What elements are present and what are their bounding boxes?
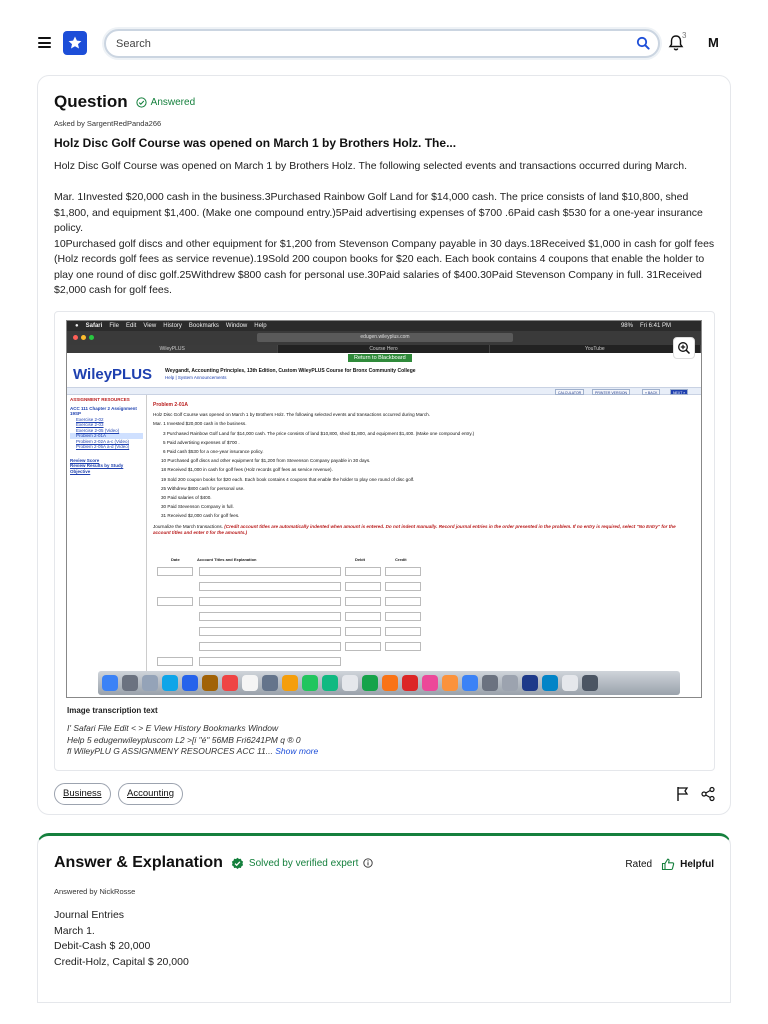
sidebar-item: Review Score: [70, 457, 100, 463]
question-paragraph: Holz Disc Golf Course was opened on March 1 by Brothers Holz. The following selected events and transactions occurred during March.: [54, 160, 688, 172]
show-more-link[interactable]: Show more: [275, 746, 319, 756]
minimize-dot: [81, 335, 86, 340]
account-field: [199, 582, 341, 591]
search-icon[interactable]: [636, 36, 650, 50]
menu-icon[interactable]: [38, 37, 51, 48]
answered-label: Answered: [150, 96, 196, 108]
next-button: NEXT »: [670, 389, 688, 395]
calendar-icon: [222, 675, 238, 691]
search-input[interactable]: [116, 36, 616, 52]
browser-tab: YouTube: [490, 345, 701, 353]
account-field: [199, 657, 341, 666]
chrome-icon: [542, 675, 558, 691]
share-icon[interactable]: [700, 786, 716, 802]
transaction-line: 5 Paid advertising expenses of $700 .: [163, 439, 240, 445]
column-header: Debit: [355, 557, 365, 562]
document-icon: [562, 675, 578, 691]
browser-tabs: [67, 345, 701, 353]
sidebar-item: ACC 111 Chapter 2 Assignment 19SP: [70, 405, 137, 416]
music-icon: [422, 675, 438, 691]
messages-icon: [302, 675, 318, 691]
sidebar-item: Exercise 2-05 (Video): [76, 427, 120, 433]
sidebar-item: Problem 2-05A a-d (Video): [76, 444, 130, 449]
menu-item: Safari: [85, 323, 103, 329]
transcription-text: [67, 723, 687, 758]
apple-icon: ●: [75, 323, 79, 329]
answered-badge: [136, 97, 195, 108]
question-card: [37, 75, 731, 815]
debit-field: [345, 612, 381, 621]
answer-body: [54, 908, 189, 970]
battery-level: 98%: [620, 323, 633, 329]
transaction-line: 25 Withdrew $800 cash for personal use.: [161, 485, 245, 491]
problem-title: Problem 2-01A: [153, 402, 189, 408]
maps-icon: [262, 675, 278, 691]
transaction-line: 10 Purchased golf discs and other equipment for $1,200 from Stevenson Company payable in 30 days.: [161, 458, 371, 464]
problem-content: [153, 401, 693, 536]
instruction: Journalize the March transactions.: [153, 523, 223, 529]
settings-icon: [482, 675, 498, 691]
answer-line: Credit-Holz, Capital $ 20,000: [54, 955, 189, 968]
date-select: [157, 567, 193, 576]
rated-label: Rated: [625, 859, 653, 870]
facetime-icon: [322, 675, 338, 691]
date-select: [157, 657, 193, 666]
answer-title: Answer & Explanation: [54, 854, 223, 871]
problem-intro: Holz Disc Golf Course was opened on March 1 by Brothers Holz. The following selected events and transactions occurred during March.: [153, 412, 430, 418]
answer-card: [37, 833, 731, 1003]
siri-icon: [122, 675, 138, 691]
question-header: [54, 92, 195, 112]
account-field: [199, 567, 341, 576]
return-to-blackboard: Return to Blackboard: [348, 354, 412, 362]
asked-by: Asked by SargentRedPanda266: [54, 119, 162, 128]
answered-by: Answered by NickRosse: [54, 887, 136, 896]
transaction-line: 6 Paid cash $530 for a one-year insurance policy.: [163, 449, 264, 455]
pages-icon: [342, 675, 358, 691]
menu-item: Window: [225, 323, 248, 329]
calculator-button: CALCULATOR: [555, 389, 584, 395]
question-image-panel: [54, 311, 715, 771]
back-button: « BACK: [642, 389, 660, 395]
info-icon[interactable]: [363, 858, 373, 868]
wileyplus-logo: WileyPLUS: [73, 366, 153, 383]
browser-tab: WileyPLUS: [67, 345, 278, 353]
zoom-in-button[interactable]: [673, 337, 695, 359]
sidebar-item: Exercise 2-03: [76, 422, 104, 427]
menu-item: File: [109, 323, 119, 329]
photos-icon: [282, 675, 298, 691]
flag-icon[interactable]: [676, 786, 690, 802]
question-subject: Holz Disc Golf Course was opened on March 1 by Brothers Holz. The...: [54, 136, 457, 150]
account-field: [199, 642, 341, 651]
answer-line: March 1.: [54, 924, 95, 937]
menu-item: View: [143, 323, 157, 329]
credit-field: [385, 582, 421, 591]
mail-icon: [182, 675, 198, 691]
question-paragraph: 10Purchased golf discs and other equipment for $1,200 from Stevenson Company payable in 30 days.18Received $1,000 in cash for golf fees (Holz records golf fees as service revenue).19Sold 200 coupon books for $20 each. Each book contains 4 coupons that enable the holder to play one round of disc golf.25Withdrew $800 cash for personal use.30Paid salaries of $400.30Paid Stevenson Company in full. 31Received $2,000 cash for golf fees.: [54, 237, 715, 296]
menu-item: Edit: [125, 323, 137, 329]
transcription-line: Help 5 edugenwileypluscom L2 >[i "é" 56MB Fri6241PM q ® 0: [67, 734, 301, 745]
transaction-line: 30 Paid salaries of $400.: [161, 495, 212, 501]
transcription-line: I' Safari File Edit < > E View History Bookmarks Window: [67, 723, 279, 733]
contacts-icon: [202, 675, 218, 691]
column-header: Credit: [395, 557, 407, 562]
course-title: Weygandt, Accounting Principles, 13th Edition, Custom WileyPLUS Course for Bronx Community College: [165, 368, 416, 374]
answer-header: [54, 854, 373, 872]
menu-item: Help: [254, 323, 267, 329]
transaction-line: 30 Paid Stevenson Company in full.: [161, 504, 234, 510]
credit-field: [385, 612, 421, 621]
sidebar-item: Problem 2-01A: [70, 433, 143, 439]
transaction-line: Mar. 1 Invested $20,000 cash in the business.: [153, 421, 247, 427]
debit-field: [345, 627, 381, 636]
mac-dock: [98, 671, 680, 695]
close-dot: [73, 335, 78, 340]
trash-icon: [582, 675, 598, 691]
question-paragraph: Mar. 1Invested $20,000 cash in the business.3Purchased Rainbow Golf Land for $14,000 cash. The price consists of land $10,800, shed $1,800, and equipment $1,400. (Make one compound entry.)5Paid advertising expenses of $700 .6Paid cash $530 for a one-year insurance policy.: [54, 191, 703, 234]
browser-tab: Course Hero: [278, 345, 489, 353]
transaction-line: 19 Sold 200 coupon books for $20 each. Each book contains 4 coupons that enable the holder to play one round of disc golf.: [161, 476, 415, 482]
question-body: [54, 159, 718, 299]
assignment-sidebar: [67, 395, 147, 685]
credit-field: [385, 597, 421, 606]
check-circle-icon: [136, 97, 147, 108]
credit-field: [385, 642, 421, 651]
debit-field: [345, 597, 381, 606]
zoom-in-icon: [677, 341, 691, 355]
credit-field: [385, 567, 421, 576]
sidebar-item: Problem 2-02A a-c (Video): [76, 438, 129, 444]
avatar[interactable]: M: [708, 35, 719, 50]
question-image[interactable]: [66, 320, 702, 698]
sidebar-item: Exercise 2-02: [76, 416, 104, 422]
transaction-line: 31 Received $2,000 cash for golf fees.: [161, 513, 240, 519]
answer-line: Journal Entries: [54, 909, 125, 921]
search-bar[interactable]: [104, 29, 660, 58]
question-paragraph: [54, 175, 718, 191]
sidebar-heading: ASSIGNMENT RESOURCES: [70, 397, 130, 402]
rating-value: Helpful: [680, 859, 714, 870]
menu-item: Bookmarks: [188, 323, 219, 329]
column-header: Date: [171, 557, 180, 562]
notes-icon: [242, 675, 258, 691]
tag-business[interactable]: Business: [54, 783, 111, 805]
verified-label: Solved by verified expert: [248, 857, 359, 869]
verified-shield-icon: [231, 857, 244, 870]
safari-icon: [162, 675, 178, 691]
zoom-dot: [89, 335, 94, 340]
transcription-heading: Image transcription text: [67, 706, 158, 715]
mac-menubar: [67, 321, 701, 331]
debit-field: [345, 567, 381, 576]
answer-line: Debit-Cash $ 20,000: [54, 940, 151, 952]
keynote-icon: [382, 675, 398, 691]
rating: [625, 858, 714, 871]
wiley-nav-row: [67, 387, 702, 395]
top-bar: [0, 0, 768, 86]
sidebar-item: Review Results by Study Objective: [70, 463, 124, 474]
verified-badge: [231, 857, 374, 870]
course-links: Help | System Announcements: [165, 375, 227, 380]
account-field: [199, 612, 341, 621]
browser-toolbar: [67, 331, 701, 345]
debit-field: [345, 642, 381, 651]
launchpad-icon: [142, 675, 158, 691]
notification-count: 3: [682, 31, 687, 40]
printer-version-button: PRINTER VERSION: [592, 389, 630, 395]
credit-field: [385, 627, 421, 636]
books-icon: [442, 675, 458, 691]
transaction-line: 3 Purchased Rainbow Golf Land for $14,000 cash. The price consists of land $10,800, shed $1,800, and equipment $1,400. (Make one compound entry.): [163, 430, 475, 436]
quicktime-icon: [522, 675, 538, 691]
browser-url: edugen.wileyplus.com: [257, 333, 513, 342]
thumbs-up-icon: [661, 858, 675, 871]
news-icon: [402, 675, 418, 691]
account-field: [199, 627, 341, 636]
finder-icon: [102, 675, 118, 691]
transcription-line: fl WileyPLU G ASSIGNMENY RESOURCES ACC 11...: [67, 746, 273, 756]
preview-icon: [502, 675, 518, 691]
star-icon: [67, 35, 83, 51]
question-title: Question: [54, 92, 128, 111]
menu-item: History: [163, 323, 182, 329]
transaction-line: 18 Received $1,000 in cash for golf fees (Holz records golf fees as service revenue).: [161, 467, 333, 473]
numbers-icon: [362, 675, 378, 691]
tag-accounting[interactable]: Accounting: [118, 783, 183, 805]
journal-table: [157, 557, 423, 667]
instruction-note: (Credit account titles are automatically indented when amount is entered. Do not indent manually. Record journal entries in the order presented in the problem. If no entry is required, select "No Entry" for the account titles and enter 0 for the amounts.): [153, 523, 676, 535]
account-field: [199, 597, 341, 606]
date-select: [157, 597, 193, 606]
debit-field: [345, 582, 381, 591]
column-header: Account Titles and Explanation: [197, 557, 257, 562]
clock: Fri 6:41 PM: [639, 323, 671, 329]
brand-logo[interactable]: [63, 31, 87, 55]
app-store-icon: [462, 675, 478, 691]
